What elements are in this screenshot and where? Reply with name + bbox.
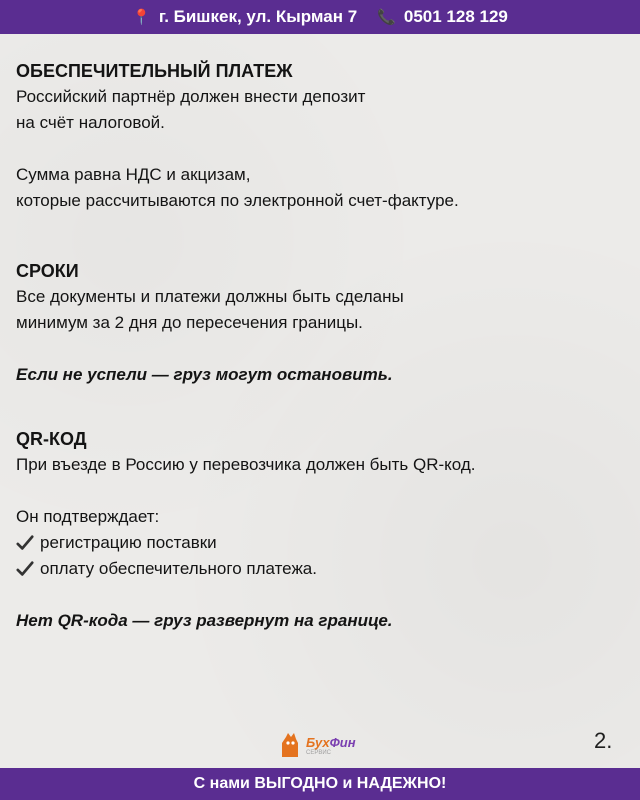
logo-subtitle: СЕРВИС (306, 749, 331, 756)
mascot-icon (278, 731, 302, 759)
company-logo (278, 728, 362, 762)
deadlines-line: Все документы и платежи должны быть сделаны (16, 287, 404, 306)
checklist-text: регистрацию поставки (40, 533, 217, 552)
checklist-item (16, 530, 616, 556)
checkmark-icon (16, 534, 34, 552)
checkmark-icon (16, 560, 34, 578)
deposit-line: Российский партнёр должен внести депозит (16, 87, 366, 106)
deadlines-title: СРОКИ (16, 261, 79, 281)
deposit-section (16, 58, 616, 214)
deposit-line: Сумма равна НДС и акцизам, (16, 165, 251, 184)
page-number: 2. (594, 728, 613, 753)
phone-icon: 📞 (377, 9, 396, 26)
footer-slogan: С нами ВЫГОДНО и НАДЕЖНО! (193, 775, 447, 792)
footer-bar (0, 768, 640, 800)
checklist-text: оплату обеспечительного платежа. (40, 559, 317, 578)
qr-confirms: Он подтверждает: (16, 507, 160, 526)
qr-warning: Нет QR-кода — груз развернут на границе. (16, 611, 393, 630)
deposit-line: которые рассчитываются по электронной счет-фактуре. (16, 191, 459, 210)
header-address: г. Бишкек, ул. Кырман 7 (158, 7, 358, 26)
qr-title: QR-КОД (16, 429, 87, 449)
deadlines-line: минимум за 2 дня до пересечения границы. (16, 313, 363, 332)
location-pin-icon: 📍 (132, 9, 151, 26)
deposit-title: ОБЕСПЕЧИТЕЛЬНЫЙ ПЛАТЕЖ (16, 61, 293, 81)
deadlines-section (16, 258, 616, 388)
qr-section (16, 426, 616, 634)
header-bar (0, 0, 640, 34)
deposit-line: на счёт налоговой. (16, 113, 165, 132)
checklist-item (16, 556, 616, 582)
deadlines-warning: Если не успели — груз могут остановить. (16, 365, 393, 384)
header-phone: 0501 128 129 (403, 7, 508, 26)
qr-line: При въезде в Россию у перевозчика должен быть QR-код. (16, 455, 476, 474)
logo-wordmark: БухФин (306, 734, 356, 750)
